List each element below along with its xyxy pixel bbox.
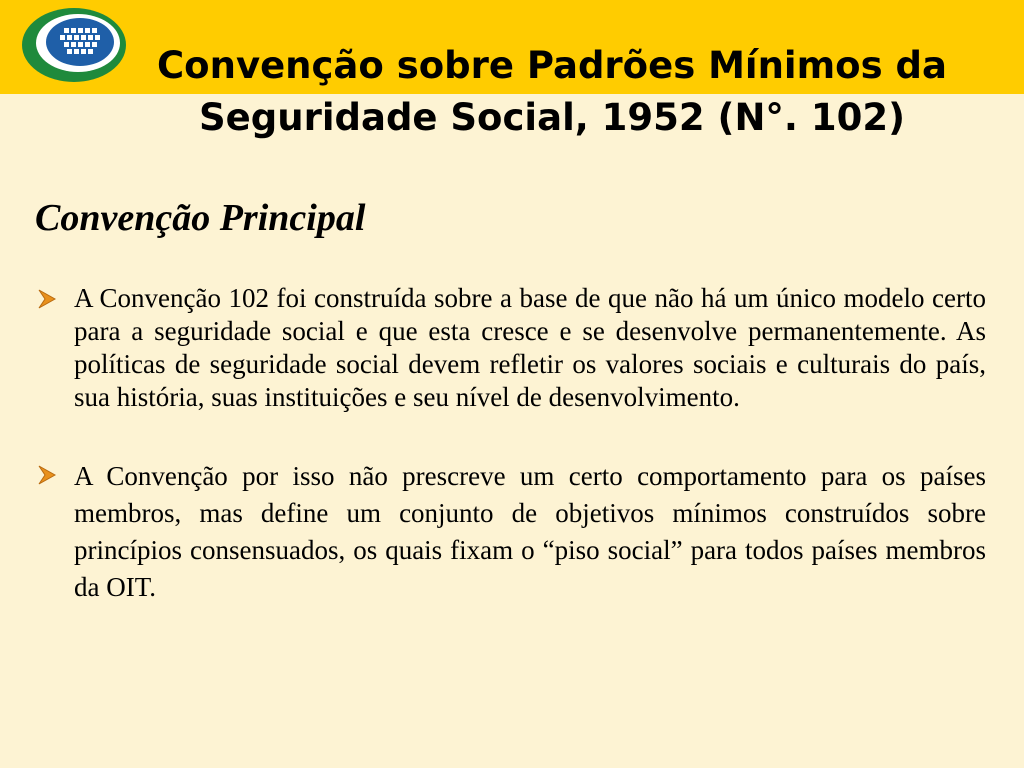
- bullet-item: [36, 458, 986, 606]
- bullet-text: A Convenção por isso não prescreve um certo comportamento para os países membros, mas define um conjunto de objetivos mínimos construídos sobre princípios consensuados, os quais fixam o “piso social” para todos países membros da OIT.: [74, 461, 986, 602]
- slide-title-line2: Seguridade Social, 1952 (N°. 102): [199, 96, 905, 139]
- arrow-bullet-icon: [36, 464, 58, 486]
- section-subtitle: Convenção Principal: [35, 197, 366, 239]
- bullet-list: [36, 282, 986, 606]
- bullet-item: [36, 282, 986, 414]
- slide-title-line1: Convenção sobre Padrões Mínimos da: [157, 44, 947, 87]
- arrow-bullet-icon: [36, 288, 58, 310]
- slide-title: [100, 40, 1004, 144]
- bullet-text: A Convenção 102 foi construída sobre a base de que não há um único modelo certo para a seguridade social e que esta cresce e se desenvolve permanentemente. As políticas de seguridade social devem refletir os valores sociais e culturais do país, sua história, suas instituições e seu nível de desenvolvimento.: [74, 283, 986, 412]
